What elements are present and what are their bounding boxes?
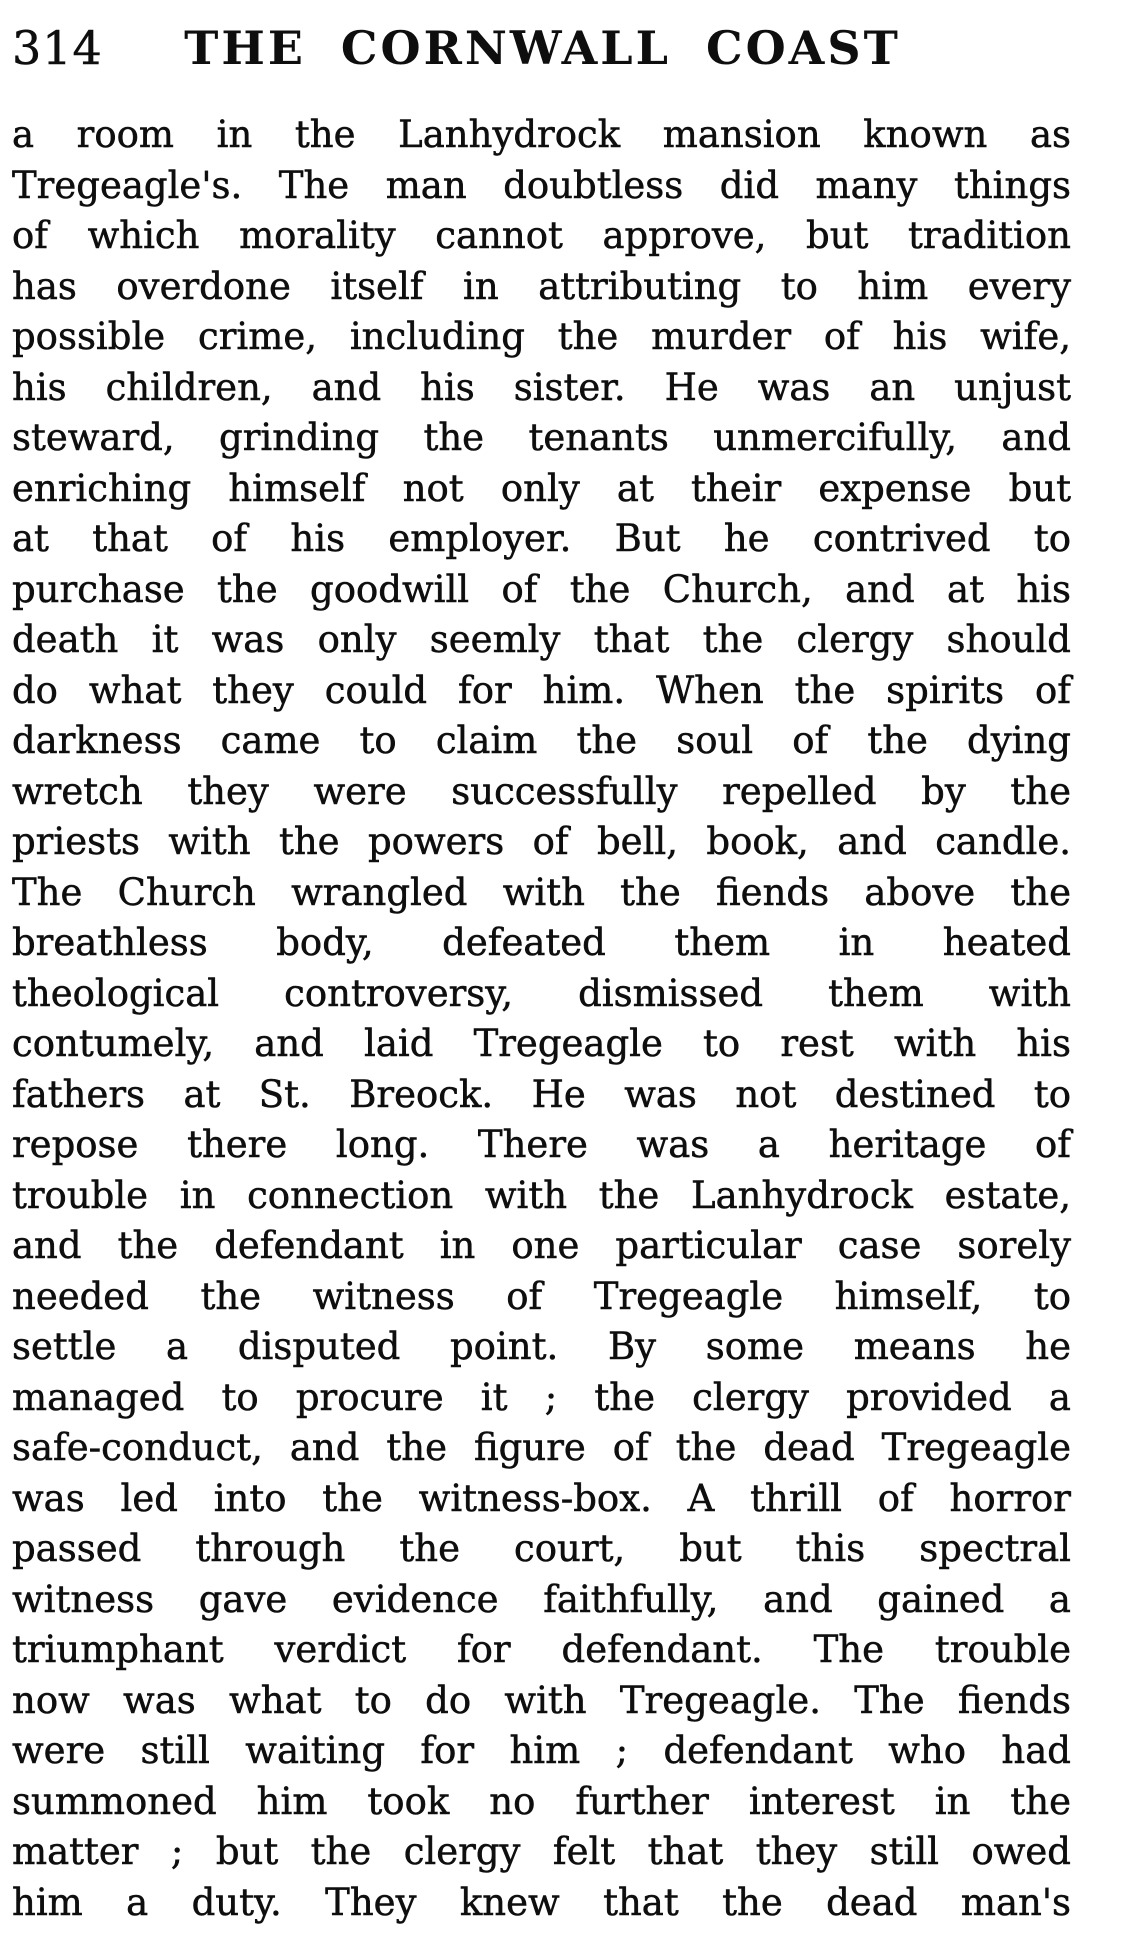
text-line: were still waiting for him ; defendant who had (12, 1729, 1071, 1772)
text-line: and the defendant in one particular case sorely (12, 1224, 1071, 1267)
running-title: THE CORNWALL COAST (184, 21, 901, 75)
text-line: at that of his employer. But he contrived to (12, 517, 1071, 560)
text-line: steward, grinding the tenants unmercifully, and (12, 416, 1071, 459)
text-line: repose there long. There was a heritage of (12, 1123, 1071, 1166)
text-line: contumely, and laid Tregeagle to rest with his (12, 1022, 1071, 1065)
text-line: fathers at St. Breock. He was not destined to (12, 1072, 1071, 1116)
text-line: passed through the court, but this spectral (12, 1527, 1071, 1570)
text-line: darkness came to claim the soul of the dying (12, 719, 1071, 762)
text-line: triumphant verdict for defendant. The trouble (12, 1628, 1071, 1671)
text-line: purchase the goodwill of the Church, and at his (12, 567, 1071, 611)
text-line: has overdone itself in attributing to him every (12, 264, 1071, 308)
text-line: matter ; but the clergy felt that they still owed (12, 1830, 1071, 1873)
text-line: do what they could for him. When the spirits of (12, 668, 1071, 712)
text-line: a room in the Lanhydrock mansion known as (12, 113, 1071, 156)
text-line: was led into the witness-box. A thrill of horror (12, 1476, 1071, 1520)
text-line: of which morality cannot approve, but tradition (12, 214, 1071, 257)
text-line: settle a disputed point. By some means he (12, 1325, 1071, 1368)
text-line: death it was only seemly that the clergy should (12, 618, 1071, 661)
text-line: managed to procure it ; the clergy provided a (12, 1375, 1071, 1419)
text-line: his children, and his sister. He was an unjust (12, 365, 1071, 409)
text-line: now was what to do with Tregeagle. The fiends (12, 1678, 1071, 1722)
text-line: possible crime, including the murder of his wife, (12, 315, 1071, 358)
text-line: him a duty. They knew that the dead man's (12, 1880, 1071, 1924)
text-line: trouble in connection with the Lanhydrock estate, (12, 1173, 1071, 1217)
text-line: needed the witness of Tregeagle himself, to (12, 1274, 1071, 1318)
text-line: priests with the powers of bell, book, and candle. (12, 820, 1071, 863)
text-line: witness gave evidence faithfully, and gained a (12, 1577, 1071, 1621)
text-line: theological controversy, dismissed them with (12, 971, 1071, 1015)
text-line: safe-conduct, and the figure of the dead Tregeagle (12, 1426, 1071, 1469)
page-number: 314 (12, 21, 103, 75)
text-line: wretch they were successfully repelled by the (12, 769, 1071, 813)
text-line: summoned him took no further interest in the (12, 1779, 1071, 1823)
text-line: breathless body, defeated them in heated (12, 921, 1071, 964)
text-line: enriching himself not only at their expense but (12, 466, 1071, 510)
text-line: The Church wrangled with the fiends above the (12, 870, 1071, 914)
text-line: Tregeagle's. The man doubtless did many things (12, 163, 1071, 207)
page-header (12, 18, 1073, 78)
body-text (12, 110, 1071, 1928)
